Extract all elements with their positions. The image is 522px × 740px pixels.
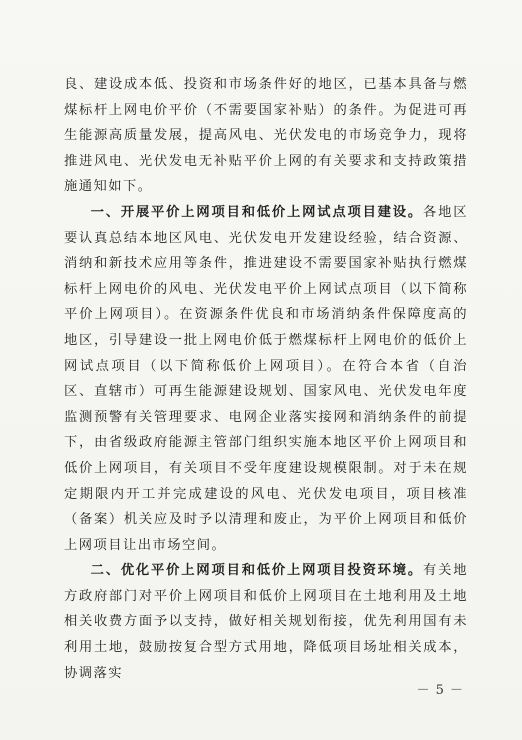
section-1-text: 各地区要认真总结本地区风电、光伏发电开发建设经验，结合资源、消纳和新技术应用等条件，推进建设不需要国家补贴执行燃煤标杆上网电价的风电、光伏发电平价上网试点项目（以下简称平价上网项目）。在资源条件优良和市场消纳条件保障度高的地区，引导建设一批上网电价低于燃煤标杆上网电价的低价上网试点项目（以下简称低价上网项目）。在符合本省（自治区、直辖市）可再生能源建设规划、国家风电、光伏发电年度监测预警有关管理要求、电网企业落实接网和消纳条件的前提下，由省级政府能源主管部门组织实施本地区平价上网项目和低价上网项目，有关项目不受年度建设规模限制。对于未在规定期限内开工并完成建设的风电、光伏发电项目，项目核准（备案）机关应及时予以清理和废止，为平价上网项目和低价上网项目让出市场空间。	[64, 204, 468, 553]
paragraph-text: 良、建设成本低、投资和市场条件好的地区，已基本具备与燃煤标杆上网电价平价（不需要国家补贴）的条件。为促进可再生能源高质量发展，提高风电、光伏发电的市场竞争力，现将推进风电、光伏发电无补贴平价上网的有关要求和支持政策措施通知如下。	[64, 77, 468, 195]
section-2-text: 有关地方政府部门对平价上网项目和低价上网项目在土地利用及土地相关收费方面予以支持，做好相关规划衔接，优先利用国有未利用土地，鼓励按复合型方式用地，降低项目场址相关成本，协调落实	[64, 563, 468, 681]
section-1-heading: 一、开展平价上网项目和低价上网试点项目建设。	[90, 204, 424, 220]
paragraph-section-1	[64, 200, 468, 558]
paragraph-section-2	[64, 558, 468, 686]
page-number: － 5 －	[416, 683, 464, 698]
paragraph-intro-continuation	[64, 72, 468, 200]
section-2-heading: 二、优化平价上网项目和低价上网项目投资环境。	[90, 563, 424, 579]
document-body	[64, 72, 468, 686]
